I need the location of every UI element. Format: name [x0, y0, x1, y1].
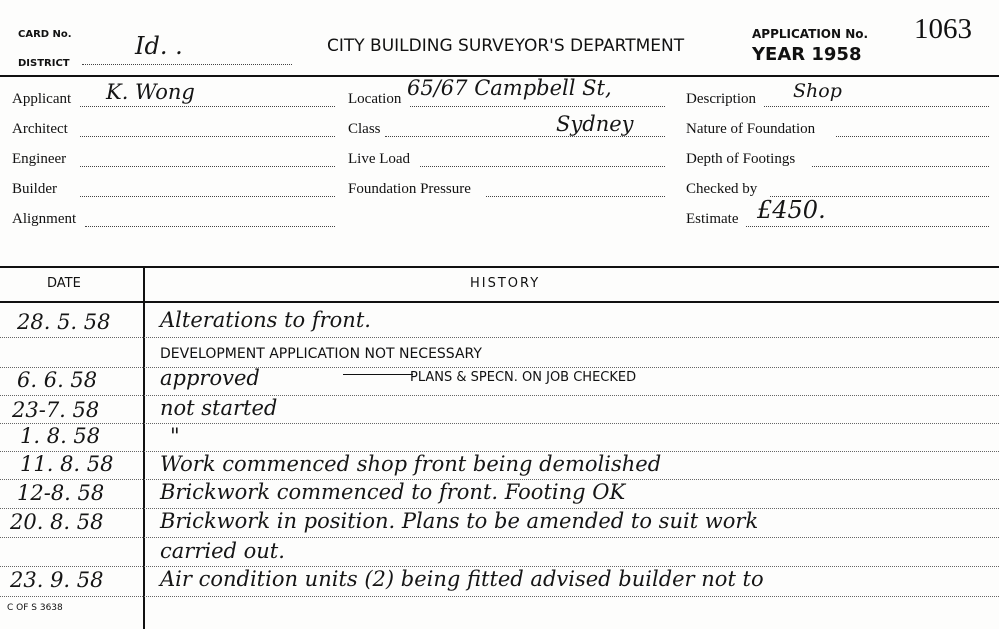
- date-column-header: DATE: [47, 276, 81, 291]
- checked-by-label: Checked by: [686, 181, 758, 197]
- estimate-value: £450.: [757, 196, 826, 224]
- history-entry: Work commenced shop front being demolished: [160, 452, 662, 476]
- foundation-pressure-line: [486, 196, 665, 197]
- applicant-value: K. Wong: [106, 80, 195, 104]
- year-label: YEAR 1958: [752, 44, 862, 65]
- connector-line: [343, 374, 413, 375]
- alignment-label: Alignment: [12, 211, 77, 227]
- row-rule: [0, 367, 999, 368]
- applicant-line: [80, 106, 335, 107]
- architect-line: [80, 136, 335, 137]
- history-column-header: HISTORY: [470, 276, 541, 291]
- row-rule: [0, 337, 999, 338]
- live-load-line: [420, 166, 665, 167]
- live-load-label: Live Load: [348, 151, 411, 167]
- location-label: Location: [348, 91, 402, 107]
- history-date: 11. 8. 58: [20, 452, 114, 476]
- application-number: 1063: [914, 13, 972, 45]
- alignment-line: [85, 226, 335, 227]
- history-date: 1. 8. 58: [20, 424, 101, 448]
- history-date: 23-7. 58: [12, 398, 100, 422]
- engineer-label: Engineer: [12, 151, 67, 167]
- nature-of-foundation-label: Nature of Foundation: [686, 121, 816, 137]
- history-entry: not started: [160, 396, 278, 420]
- history-entry: approved: [160, 366, 260, 390]
- engineer-line: [80, 166, 335, 167]
- description-line: [764, 106, 989, 107]
- location-value: 65/67 Campbell St,: [407, 76, 612, 100]
- row-rule: [0, 596, 999, 597]
- row-rule: [0, 423, 999, 424]
- description-value: Shop: [793, 80, 842, 102]
- history-entry: Brickwork in position. Plans to be amended to suit work: [160, 509, 759, 533]
- history-date: 23. 9. 58: [10, 568, 104, 592]
- description-label: Description: [686, 91, 756, 107]
- district-value: Id. .: [135, 32, 183, 60]
- history-entry: carried out.: [160, 539, 285, 563]
- location-line: [410, 106, 665, 107]
- class-line: [385, 136, 665, 137]
- depth-of-footings-label: Depth of Footings: [686, 151, 796, 167]
- card-no-label: CARD No.: [18, 29, 72, 40]
- history-entry: Air condition units (2) being fitted advised builder not to: [160, 567, 764, 591]
- nature-of-foundation-line: [836, 136, 989, 137]
- architect-label: Architect: [12, 121, 68, 137]
- date-column-divider: [143, 266, 145, 629]
- form-code: C OF S 3638: [7, 603, 63, 613]
- history-entry: ": [170, 424, 180, 448]
- foundation-pressure-label: Foundation Pressure: [348, 181, 471, 197]
- applicant-label: Applicant: [12, 91, 72, 107]
- district-label: DISTRICT: [18, 58, 70, 69]
- estimate-label: Estimate: [686, 211, 739, 227]
- history-typed-note: PLANS & SPECN. ON JOB CHECKED: [410, 370, 637, 385]
- class-label: Class: [348, 121, 381, 137]
- estimate-line: [746, 226, 989, 227]
- history-entry: Brickwork commenced to front. Footing OK: [160, 480, 626, 504]
- row-rule: [0, 537, 999, 538]
- department-title: CITY BUILDING SURVEYOR'S DEPARTMENT: [327, 36, 685, 56]
- history-date: 28. 5. 58: [17, 310, 111, 334]
- history-date: 12-8. 58: [17, 481, 105, 505]
- history-date: 6. 6. 58: [17, 368, 98, 392]
- history-entry: Alterations to front.: [160, 308, 371, 332]
- history-date: 20. 8. 58: [10, 510, 104, 534]
- district-line: [82, 64, 292, 65]
- builder-line: [80, 196, 335, 197]
- application-no-label: APPLICATION No.: [752, 27, 869, 41]
- class-value: Sydney: [556, 112, 634, 136]
- row-rule: [0, 395, 999, 396]
- builder-label: Builder: [12, 181, 57, 197]
- depth-of-footings-line: [812, 166, 989, 167]
- history-header-rule: [0, 301, 999, 303]
- history-top-rule: [0, 266, 999, 268]
- history-typed-note: DEVELOPMENT APPLICATION NOT NECESSARY: [160, 346, 482, 362]
